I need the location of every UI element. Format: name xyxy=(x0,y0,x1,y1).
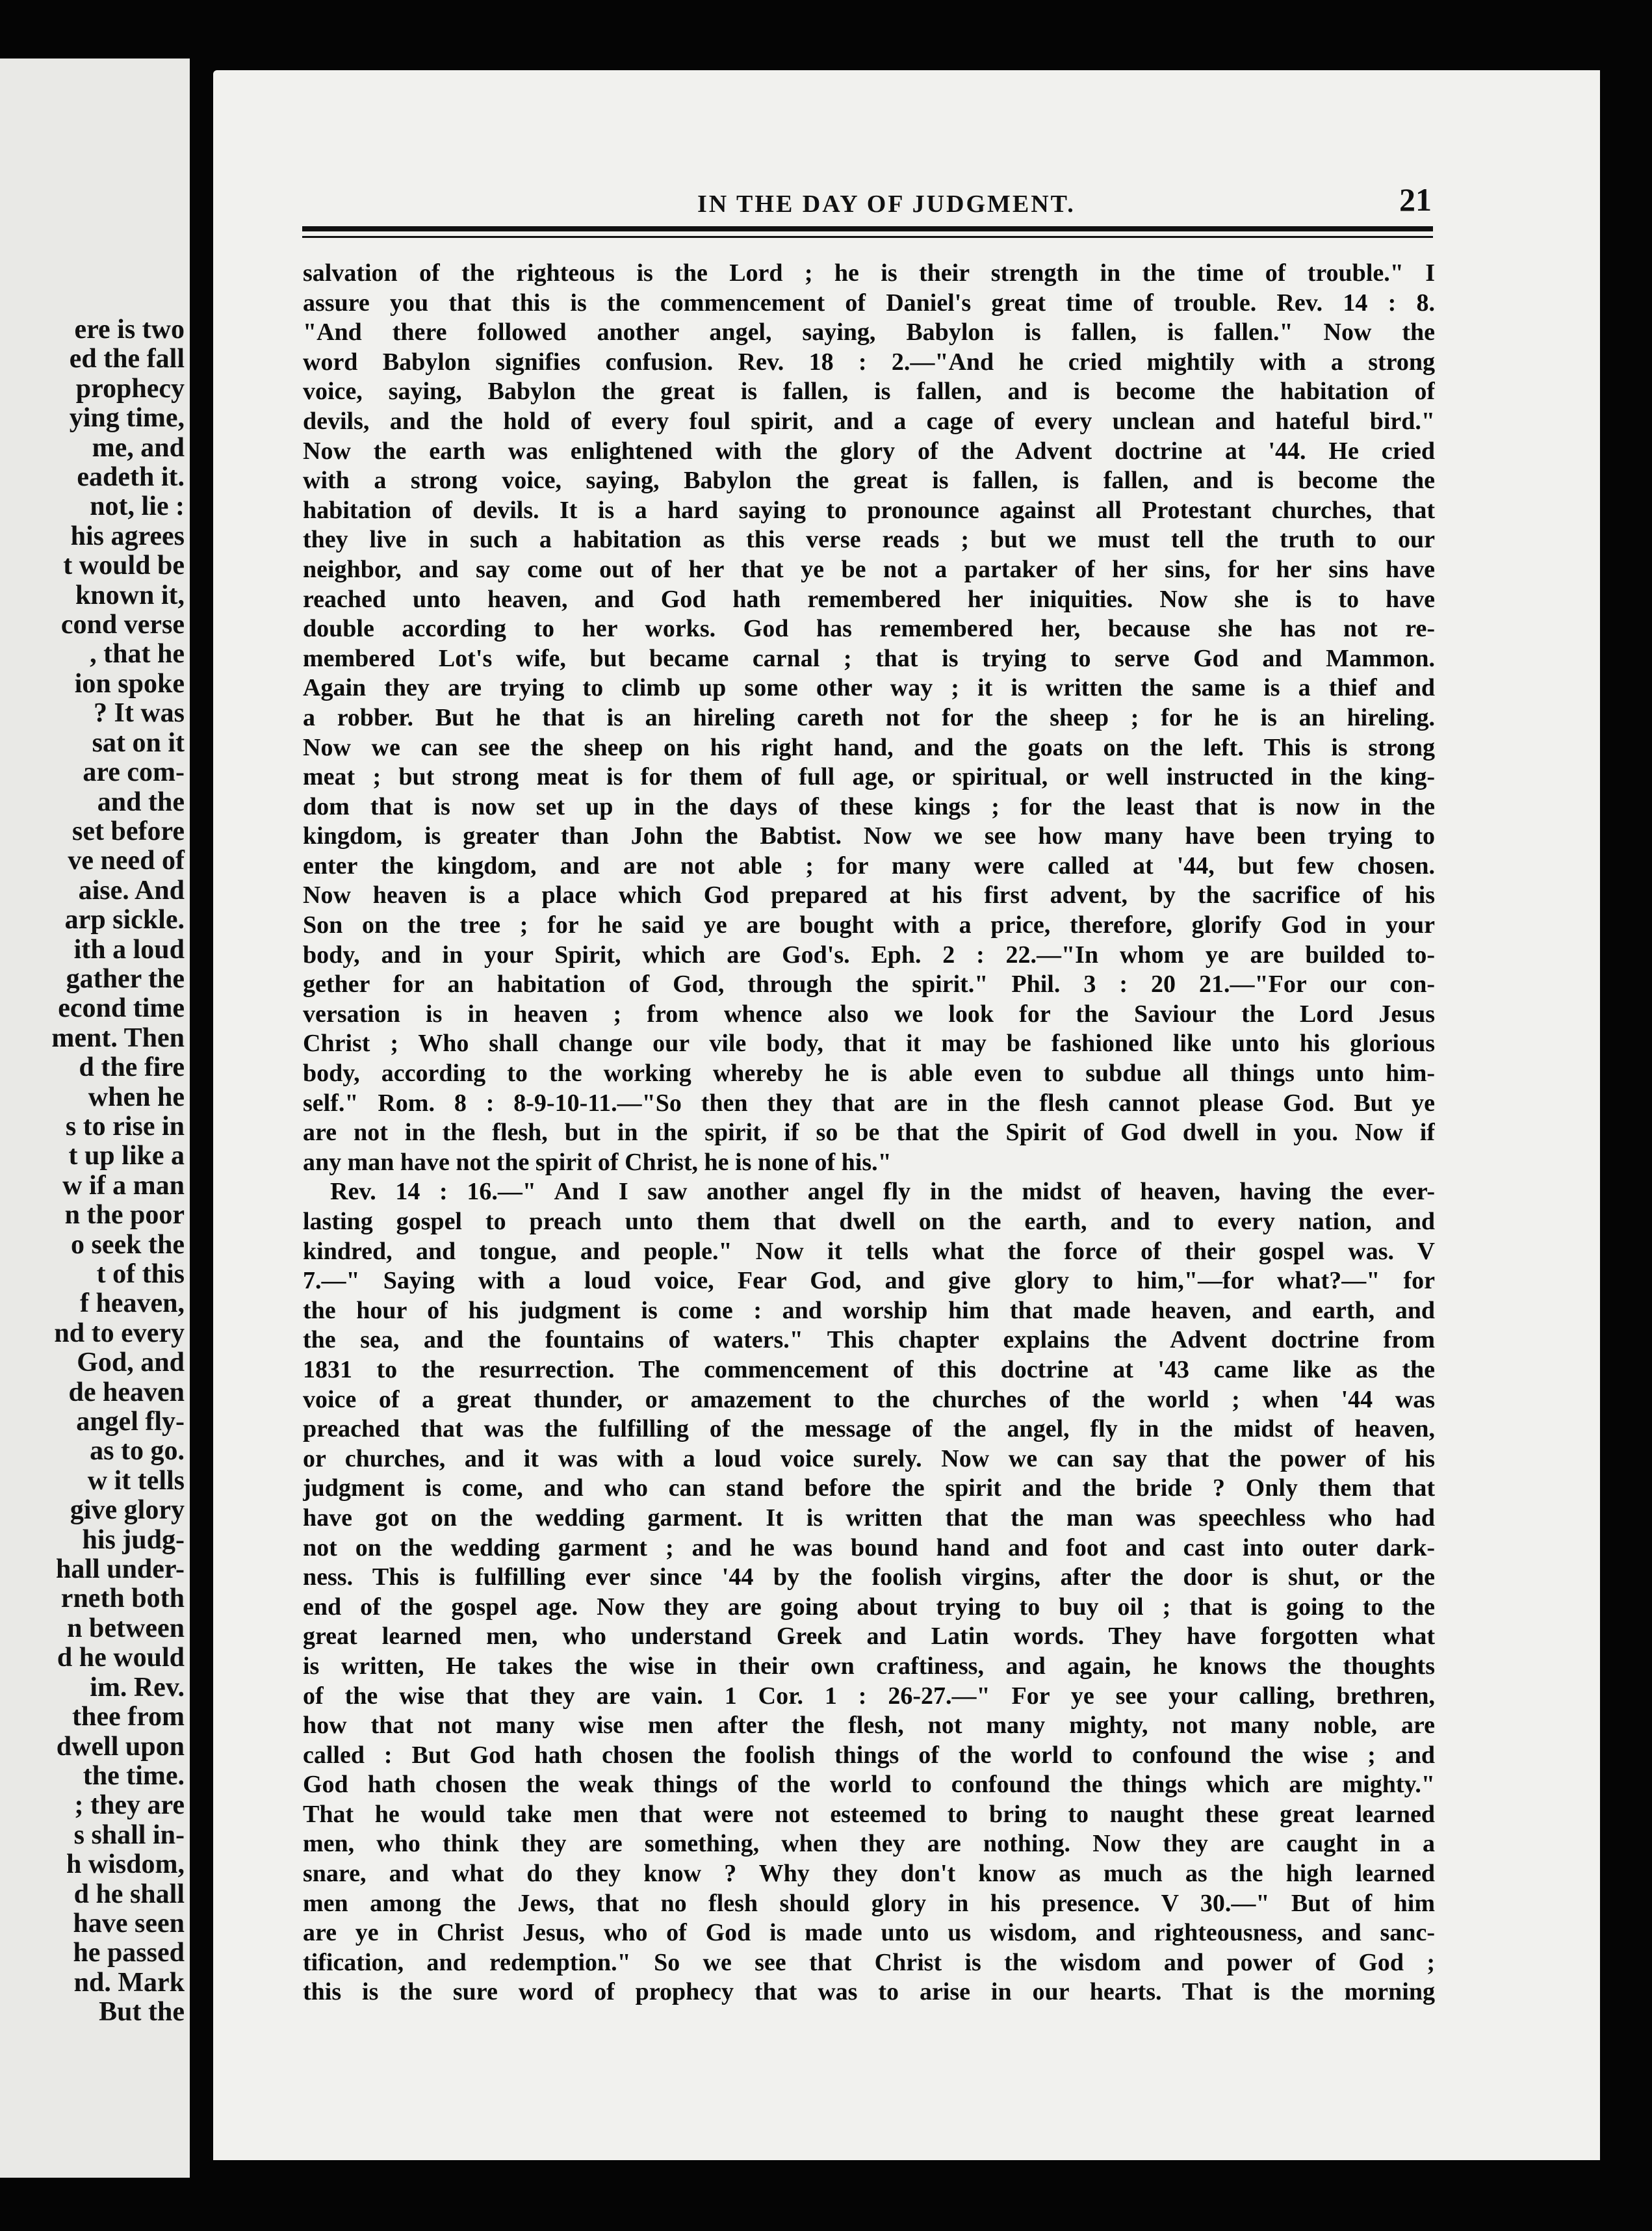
facing-page-line: his agrees xyxy=(70,521,185,551)
running-head: IN THE DAY OF JUDGMENT. xyxy=(697,190,1076,218)
text-line: membered Lot's wife, but became carnal ; that is trying to serve God and Mammon. xyxy=(303,644,1435,672)
facing-page-line: eadeth it. xyxy=(77,462,185,493)
facing-page-line: he passed xyxy=(73,1938,185,1968)
facing-page-fragment xyxy=(0,59,190,2178)
text-line: Rev. 14 : 16.—" And I saw another angel fly in the midst of heaven, having the ever- xyxy=(330,1178,1435,1206)
facing-page-line: econd time xyxy=(58,993,185,1024)
facing-page-line: de heaven xyxy=(68,1377,185,1407)
facing-page-line: s to rise in xyxy=(65,1111,185,1142)
facing-page-line: But the xyxy=(99,1997,185,2028)
text-line: kingdom, is greater than John the Babtist. Now we see how many have been trying to xyxy=(303,822,1435,850)
text-line: kindred, and tongue, and people." Now it tells what the force of their gospel was. V xyxy=(303,1237,1435,1265)
text-line: snare, and what do they know ? Why they don't know as much as the high learned xyxy=(303,1860,1435,1888)
facing-page-line: ve need of xyxy=(68,846,185,876)
text-line: versation is in heaven ; from whence also we look for the Saviour the Lord Jesus xyxy=(303,1000,1435,1028)
text-line: That he would take men that were not esteemed to bring to naught these great learned xyxy=(303,1800,1435,1828)
text-line: word Babylon signifies confusion. Rev. 18 : 2.—"And he cried mightily with a strong xyxy=(303,348,1435,376)
text-line: Christ ; Who shall change our vile body, that it may be fashioned like unto his glorious xyxy=(303,1030,1435,1058)
text-line: tification, and redemption." So we see that Christ is the wisdom and power of God ; xyxy=(303,1948,1435,1976)
text-line: lasting gospel to preach unto them that dwell on the earth, and to every nation, and xyxy=(303,1208,1435,1235)
text-line: 1831 to the resurrection. The commencement of this doctrine at '43 came like as the xyxy=(303,1355,1435,1383)
facing-page-line: w if a man xyxy=(62,1170,185,1201)
facing-page-line: dwell upon xyxy=(56,1731,185,1762)
facing-page-line: the time. xyxy=(83,1760,185,1791)
text-line: dom that is now set up in the days of these kings ; for the least that is now in the xyxy=(303,792,1435,820)
text-line: voice of a great thunder, or amazement to the churches of the world ; when '44 was xyxy=(303,1385,1435,1413)
scan-border-right xyxy=(1600,0,1652,2231)
facing-page-line: im. Rev. xyxy=(90,1672,185,1703)
text-line: preached that was the fulfilling of the message of the angel, fly in the midst of heaven, xyxy=(303,1415,1435,1443)
facing-page-line: ? It was xyxy=(93,698,185,729)
text-line: body, and in your Spirit, which are God's. Eph. 2 : 22.—"In whom ye are builded to- xyxy=(303,941,1435,969)
facing-page-line: , that he xyxy=(90,639,185,670)
facing-page-line: aise. And xyxy=(78,875,185,906)
text-line: judgment is come, and who can stand before the spirit and the bride ? Only them that xyxy=(303,1474,1435,1502)
text-line: or churches, and it was with a loud voice surely. Now we can say that the power of his xyxy=(303,1444,1435,1472)
text-line: assure you that this is the commencement of Daniel's great time of trouble. Rev. 14 : 8. xyxy=(303,289,1435,317)
facing-page-line: t up like a xyxy=(68,1141,185,1171)
facing-page-line: nd. Mark xyxy=(73,1967,185,1998)
text-line: the sea, and the fountains of waters." This chapter explains the Advent doctrine from xyxy=(303,1326,1435,1354)
text-line: ness. This is fulfilling ever since '44 by the foolish virgins, after the door is shut, or the xyxy=(303,1563,1435,1591)
facing-page-text xyxy=(51,315,185,2028)
facing-page-line: f heaven, xyxy=(80,1288,185,1319)
text-line: with a strong voice, saying, Babylon the great is fallen, is fallen, and is become the xyxy=(303,467,1435,495)
facing-page-line: n the poor xyxy=(64,1200,185,1231)
facing-page-line: sat on it xyxy=(92,727,185,758)
facing-page-line: thee from xyxy=(72,1702,185,1732)
scan-border-bottom xyxy=(0,2178,1652,2231)
text-line: not on the wedding garment ; and he was bound hand and foot and cast into outer dark- xyxy=(303,1533,1435,1561)
text-line: God hath chosen the weak things of the world to confound the things which are mighty." xyxy=(303,1771,1435,1799)
text-line: this is the sure word of prophecy that was to arise in our hearts. That is the morning xyxy=(303,1978,1435,2006)
text-line: any man have not the spirit of Christ, he is none of his." xyxy=(303,1148,892,1176)
text-line: enter the kingdom, and are not able ; for many were called at '44, but few chosen. xyxy=(303,852,1435,880)
text-line: neighbor, and say come out of her that ye be not a partaker of her sins, for her sins have xyxy=(303,555,1435,583)
facing-page-line: his judg- xyxy=(82,1524,185,1555)
text-line: great learned men, who understand Greek and Latin words. They have forgotten what xyxy=(303,1623,1435,1650)
page-21 xyxy=(213,70,1600,2160)
header-rule-thin xyxy=(302,236,1433,238)
facing-page-line: w it tells xyxy=(87,1465,185,1496)
facing-page-line: ying time, xyxy=(69,403,185,434)
text-line: body, according to the working whereby he is able even to subdue all things unto him- xyxy=(303,1060,1435,1088)
text-line: habitation of devils. It is a hard saying to pronounce against all Protestant churches, that xyxy=(303,496,1435,524)
facing-page-line: h wisdom, xyxy=(66,1849,185,1880)
text-line: men among the Jews, that no flesh should glory in his presence. V 30.—" But of him xyxy=(303,1889,1435,1917)
facing-page-line: are com- xyxy=(83,757,185,788)
text-line: Again they are trying to climb up some other way ; it is written the same is a thief and xyxy=(303,674,1435,702)
text-line: is written, He takes the wise in their own craftiness, and again, he knows the thoughts xyxy=(303,1652,1435,1680)
text-line: are ye in Christ Jesus, who of God is made unto us wisdom, and righteousness, and sanc- xyxy=(303,1919,1435,1947)
text-line: double according to her works. God has remembered her, because she has not re- xyxy=(303,615,1435,643)
facing-page-line: set before xyxy=(72,816,185,846)
text-line: Now the earth was enlightened with the glory of the Advent doctrine at '44. He cried xyxy=(303,437,1435,465)
facing-page-line: d the fire xyxy=(79,1052,185,1083)
facing-page-line: d he shall xyxy=(73,1879,185,1909)
text-line: Son on the tree ; for he said ye are bought with a price, therefore, glorify God in your xyxy=(303,911,1435,939)
facing-page-line: hall under- xyxy=(56,1554,185,1585)
facing-page-line: ion spoke xyxy=(74,668,185,699)
text-line: self." Rom. 8 : 8-9-10-11.—"So then they that are in the flesh cannot please God. But ye xyxy=(303,1089,1435,1117)
facing-page-line: have seen xyxy=(73,1908,185,1938)
facing-page-line: ; they are xyxy=(74,1790,185,1821)
text-line: of the wise that they are vain. 1 Cor. 1 : 26-27.—" For ye see your calling, brethren, xyxy=(303,1682,1435,1710)
facing-page-line: God, and xyxy=(77,1348,185,1378)
facing-page-line: as to go. xyxy=(90,1436,185,1467)
text-line: devils, and the hold of every foul spirit, and a cage of every unclean and hateful bird." xyxy=(303,407,1435,435)
text-line: salvation of the righteous is the Lord ; he is their strength in the time of trouble." I xyxy=(303,259,1435,287)
text-line: how that not many wise men after the flesh, not many mighty, not many noble, are xyxy=(303,1712,1435,1740)
facing-page-line: ment. Then xyxy=(51,1023,185,1053)
facing-page-line: o seek the xyxy=(71,1229,185,1260)
facing-page-line: not, lie : xyxy=(90,491,185,522)
facing-page-line: gather the xyxy=(66,963,185,994)
text-line: men, who think they are something, when they are nothing. Now they are caught in a xyxy=(303,1830,1435,1858)
facing-page-line: me, and xyxy=(92,432,185,463)
book-gutter xyxy=(190,0,213,2231)
text-line: gether for an habitation of God, through the spirit." Phil. 3 : 20 21.—"For our con- xyxy=(303,971,1435,998)
facing-page-line: arp sickle. xyxy=(64,905,185,935)
facing-page-line: t would be xyxy=(63,551,185,581)
facing-page-line: nd to every xyxy=(54,1318,185,1348)
facing-page-line: give glory xyxy=(70,1495,185,1526)
text-line: Now we can see the sheep on his right hand, and the goats on the left. This is strong xyxy=(303,733,1435,761)
facing-page-line: d he would xyxy=(57,1643,185,1673)
text-line: a robber. But he that is an hireling careth not for the sheep ; for he is an hireling. xyxy=(303,703,1435,731)
facing-page-line: and the xyxy=(97,787,185,817)
facing-page-line: known it, xyxy=(75,580,185,610)
facing-page-line: t of this xyxy=(96,1259,185,1289)
text-line: "And there followed another angel, saying, Babylon is fallen, is fallen." Now the xyxy=(303,319,1435,346)
facing-page-line: angel fly- xyxy=(76,1407,185,1437)
text-line: voice, saying, Babylon the great is fallen, is fallen, and is become the habitation of xyxy=(303,378,1435,406)
facing-page-line: ed the fall xyxy=(69,344,185,374)
text-line: are not in the flesh, but in the spirit, if so be that the Spirit of God dwell in you. Now if xyxy=(303,1119,1435,1147)
facing-page-line: s shall in- xyxy=(73,1820,185,1850)
facing-page-line: ere is two xyxy=(74,315,185,345)
text-line: reached unto heaven, and God hath remembered her iniquities. Now she is to have xyxy=(303,585,1435,613)
text-line: Now heaven is a place which God prepared at his first advent, by the sacrifice of his xyxy=(303,881,1435,909)
facing-page-line: when he xyxy=(88,1082,185,1112)
text-line: end of the gospel age. Now they are going about trying to buy oil ; that is going to the xyxy=(303,1593,1435,1621)
text-line: meat ; but strong meat is for them of full age, or spiritual, or well instructed in the king- xyxy=(303,763,1435,791)
facing-page-line: rneth both xyxy=(60,1584,185,1614)
page-header xyxy=(213,181,1600,233)
text-line: they live in such a habitation as this verse reads ; but we must tell the truth to our xyxy=(303,526,1435,554)
text-line: called : But God hath chosen the foolish things of the world to confound the wise ; and xyxy=(303,1741,1435,1769)
text-line: have got on the wedding garment. It is written that the man was speechless who had xyxy=(303,1504,1435,1532)
text-line: the hour of his judgment is come : and worship him that made heaven, and earth, and xyxy=(303,1296,1435,1324)
body-text xyxy=(303,259,1435,2007)
text-line: 7.—" Saying with a loud voice, Fear God, and give glory to him,"—for what?—" for xyxy=(303,1267,1435,1295)
page-number: 21 xyxy=(1399,181,1432,218)
facing-page-line: cond verse xyxy=(60,610,185,640)
facing-page-line: prophecy xyxy=(75,373,185,404)
facing-page-line: n between xyxy=(67,1613,185,1643)
facing-page-line: ith a loud xyxy=(73,934,185,965)
header-rule-thick xyxy=(302,226,1433,231)
